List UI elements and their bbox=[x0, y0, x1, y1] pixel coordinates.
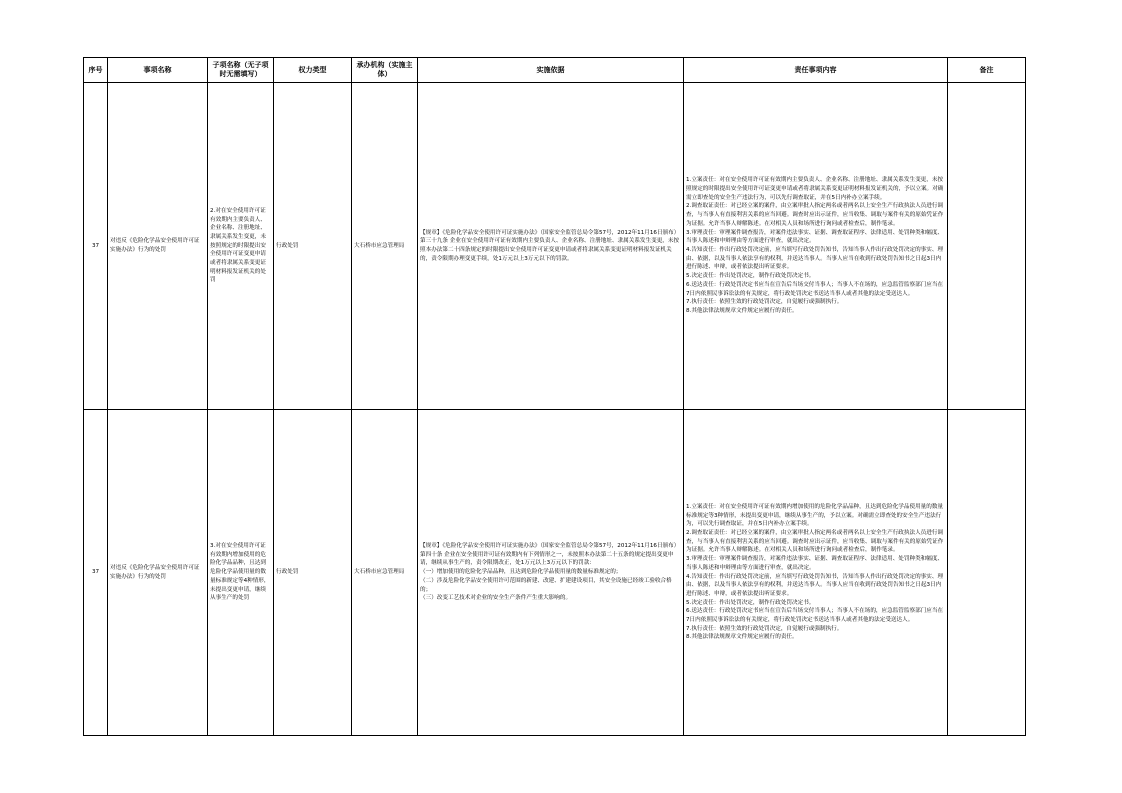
basis-line: （二）涉及危险化学品安全使用许可范围的新建、改建、扩建建设项目，其安全设施已经竣工验收合格的； bbox=[420, 577, 672, 593]
cell-basis bbox=[418, 83, 684, 410]
basis-line: 【规章】《危险化学品安全使用许可证实施办法》（国家安全监管总局令第57号，2012年11月16日颁布） bbox=[420, 543, 680, 550]
basis-line: （三）改变工艺技术对企业的安全生产条件产生重大影响的。 bbox=[420, 595, 572, 602]
responsibility-line: 8.其他法律法规规章文件规定应履行的责任。 bbox=[686, 634, 798, 641]
responsibility-line: 3.审理责任：审理案件调查报告，对案件违法事实、证据、调查取证程序、法律适用、处罚种类和幅度、当事人陈述和申辩理由等方面进行审查，就出决定。 bbox=[686, 556, 944, 571]
table-row bbox=[84, 83, 1026, 410]
responsibility-line: 3.审理责任：审理案件调查报告，对案件违法事实、证据、调查取证程序、法律适用、处罚种类和幅度、当事人陈述和申辩理由等方面进行审查，就出决定。 bbox=[686, 229, 944, 245]
cell-note bbox=[948, 410, 1026, 736]
header-note: 备注 bbox=[948, 58, 1026, 83]
cell-item: 对违反《危险化学品安全使用许可证实施办法》行为的处罚 bbox=[108, 83, 208, 410]
responsibility-line: 7.执行责任：依照生效的行政处罚决定，自觉履行或强制执行。 bbox=[686, 625, 843, 632]
cell-sub-item: 3.对在安全使用许可证有效期内增加使用的危险化学品品种，且达到危险化学品使用量的数量标准规定等4种情形，未提出变更申请，继续从事生产的处罚 bbox=[208, 410, 274, 736]
header-row bbox=[84, 58, 1026, 83]
cell-sub-item: 2.对在安全使用许可证有效期内主要负责人、企业名称、注册地址、隶属关系发生变更，未按照规定的时限提出安全使用许可证变更申请或者将隶属关系变更证明材料报发证机关的处罚 bbox=[208, 83, 274, 410]
responsibility-line: 8.其他法律法规规章文件规定应履行的责任。 bbox=[686, 307, 798, 314]
matter-table bbox=[83, 57, 1026, 736]
table-row bbox=[84, 410, 1026, 736]
header-org: 承办机构（实施主体） bbox=[352, 58, 418, 83]
cell-item: 对违反《危险化学品安全使用许可证实施办法》行为的处罚 bbox=[108, 410, 208, 736]
cell-power-type: 行政处罚 bbox=[274, 83, 352, 410]
cell-power-type: 行政处罚 bbox=[274, 410, 352, 736]
responsibility-line: 4.告知责任：作出行政处罚决定前，应当填写行政处罚告知书，告知当事人作出行政处罚决定的事实、理由、依据，以及当事人依法享有的权利，并送达当事人。当事人应当在收到行政处罚告知书之日起3日内进行陈述、申辩，或者依法提出听证要求。 bbox=[686, 247, 944, 271]
responsibility-line: 1.立案责任：对在安全使用许可证有效期内主要负责人、企业名称、注册地址、隶属关系发生变更，未按照规定的时限提出安全使用许可证变更申请或者将隶属关系变更证明材料报发证机关的，予以立案。对确需立即查处的安全生产违法行为，可以先行调查取证，并在5日内补办立案手续。 bbox=[686, 177, 944, 201]
responsibility-line: 5.决定责任：作出处罚决定，制作行政处罚决定书。 bbox=[686, 273, 815, 280]
header-basis: 实施依据 bbox=[418, 58, 684, 83]
cell-seq: 37 bbox=[84, 83, 108, 410]
cell-responsibility bbox=[684, 83, 948, 410]
header-item: 事项名称 bbox=[108, 58, 208, 83]
basis-line: 第四十条 企业在安全使用许可证有效期内有下列情形之一，未按照本办法第二十五条的规定提出变更申请，继续从事生产的，责令限期改正，处1万元以上3万元以下的罚款： bbox=[420, 551, 674, 567]
cell-org: 大石桥市应急管理局 bbox=[352, 83, 418, 410]
cell-responsibility bbox=[684, 410, 948, 736]
header-responsibility: 责任事项内容 bbox=[684, 58, 948, 83]
header-power-type: 权力类型 bbox=[274, 58, 352, 83]
basis-line: 【规章】《危险化学品安全使用许可证实施办法》（国家安全监管总局令第57号，2012年11月16日颁布） bbox=[420, 229, 680, 236]
responsibility-line: 7.执行责任：依照生效的行政处罚决定，自觉履行或强制执行。 bbox=[686, 299, 843, 306]
cell-org: 大石桥市应急管理局 bbox=[352, 410, 418, 736]
cell-note bbox=[948, 83, 1026, 410]
basis-line: 第三十九条 企业在安全使用许可证有效期内主要负责人、企业名称、注册地址、隶属关系发生变更，未按照本办法第二十四条规定的时限提出安全使用许可证变更申请或者将隶属关系变更证明材料报发证机关的，责令限期办理变更手续，处1万元以上3万元以下的罚款。 bbox=[420, 238, 680, 262]
responsibility-line: 1.立案责任：对在安全使用许可证有效期内增加使用的危险化学品品种，且达到危险化学品使用量的数量标准规定等3种情形，未提出变更申请，继续从事生产的，予以立案。对确需立即查处的安全生产违法行为，可以先行调查取证，并在5日内补办立案手续。 bbox=[686, 503, 944, 528]
responsibility-line: 5.决定责任：作出处罚决定，制作行政处罚决定书。 bbox=[686, 599, 815, 606]
cell-basis bbox=[418, 410, 684, 736]
responsibility-line: 2.调查取证责任：对已经立案的案件，由立案审批人指定两名或者两名以上安全生产行政执法人员进行调查，与当事人有直接利害关系的应当回避。调查时应出示证件，应当收集、调取与案件有关的原始凭证作为证据。允许当事人辩解陈述。在对相关人员和场所进行询问或者检查后，制作笔录。 bbox=[686, 529, 944, 554]
header-sub-item: 子项名称（无子项时无需填写） bbox=[208, 58, 274, 83]
responsibility-line: 6.送达责任：行政处罚决定书应当在宣告后当场交付当事人；当事人不在场的，应急监管监察部门应当在7日内依照民事诉讼法的有关规定，将行政处罚决定书送达当事人或者其他的法定受送达人。 bbox=[686, 281, 944, 297]
responsibility-line: 4.告知责任：作出行政处罚决定前，应当填写行政处罚告知书，告知当事人作出行政处罚决定的事实、理由、依据，以及当事人依法享有的权利，并送达当事人。当事人应当在收到行政处罚告知书之日起3日内进行陈述、申辩，或者依法提出听证要求。 bbox=[686, 573, 944, 597]
header-seq: 序号 bbox=[84, 58, 108, 83]
responsibility-line: 2.调查取证责任：对已经立案的案件，由立案审批人指定两名或者两名以上安全生产行政执法人员进行调查，与当事人有直接利害关系的应当回避。调查时应出示证件，应当收集、调取与案件有关的原始凭证作为证据。允许当事人辩解陈述。在对相关人员和场所进行询问或者检查后，制作笔录。 bbox=[686, 203, 944, 227]
cell-seq: 37 bbox=[84, 410, 108, 736]
responsibility-line: 6.送达责任：行政处罚决定书应当在宣告后当场交付当事人；当事人不在场的，应急监管监察部门应当在7日内依照民事诉讼法的有关规定，将行政处罚决定书送达当事人或者其他的法定受送达人。 bbox=[686, 608, 944, 624]
basis-line: （一）增加使用的危险化学品品种，且达到危险化学品使用量的数量标准规定的； bbox=[420, 569, 622, 576]
